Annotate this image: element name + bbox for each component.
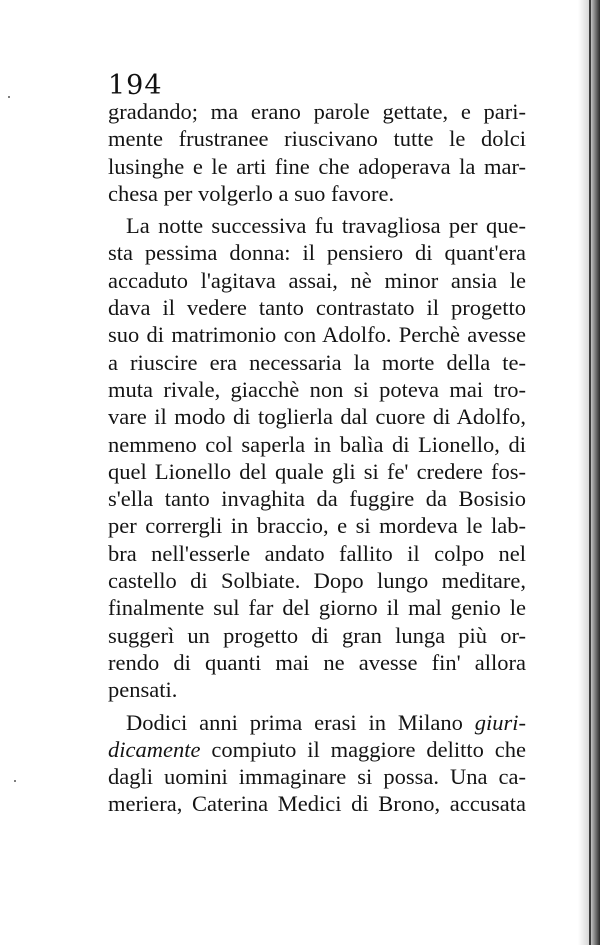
text-line: vare il modo di toglierla dal cuore di Adolfo, <box>108 404 526 430</box>
italic-word: dicamente <box>108 736 201 762</box>
italic-word: giuri- <box>474 709 526 735</box>
text-line: finalmente sul far del giorno il mal genio le <box>108 595 526 621</box>
text-line: meriera, Caterina Medici di Brono, accusata <box>108 791 526 817</box>
text-line: dava il vedere tanto contrastato il progetto <box>108 295 526 321</box>
text-line: per corrergli in braccio, e si mordeva le lab- <box>108 513 526 539</box>
text-line: a riuscire era necessaria la morte della te- <box>108 349 526 375</box>
text-line: pensati. <box>108 677 178 703</box>
text-line: accaduto l'agitava assai, nè minor ansia le <box>108 267 526 293</box>
text-line: mente frustranee riuscivano tutte le dolci <box>108 126 526 152</box>
text-span: compiuto il maggiore delitto che <box>200 736 526 762</box>
scan-speck <box>8 96 10 98</box>
text-line: chesa per volgerlo a suo favore. <box>108 180 395 206</box>
text-line: gradando; ma erano parole gettate, e pari- <box>108 99 526 124</box>
text-line: quel Lionello del quale gli si fe' credere fos- <box>108 458 526 484</box>
text-line: rendo di quanti mai ne avesse fin' allora <box>108 649 526 675</box>
text-line <box>108 709 526 736</box>
text-line <box>108 736 526 763</box>
text-line: sta pessima donna: il pensiero di quant'era <box>108 240 526 266</box>
text-line: dagli uomini immaginare si possa. Una ca- <box>108 764 526 790</box>
text-line: castello di Solbiate. Dopo lungo meditare, <box>108 568 526 594</box>
text-line: La notte successiva fu travagliosa per que- <box>126 213 526 239</box>
text-line: suo di matrimonio con Adolfo. Perchè avesse <box>108 322 526 348</box>
text-line: s'ella tanto invaghita da fuggire da Bosisio <box>108 486 526 512</box>
text-line: nemmeno col saperla in balìa di Lionello, di <box>108 431 526 457</box>
text-line: lusinghe e le arti fine che adoperava la mar- <box>108 153 526 179</box>
scan-speck <box>14 780 16 782</box>
text-span: Dodici anni prima erasi in Milano <box>126 709 475 735</box>
text-line: bra nell'esserle andato fallito il colpo nel <box>108 540 526 566</box>
page-body-text <box>108 98 526 818</box>
page-number: 194 <box>108 70 163 101</box>
text-line: muta rivale, giacchè non si poteva mai tro- <box>108 376 526 402</box>
page-edge-line <box>589 0 591 945</box>
text-line: suggerì un progetto di gran lunga più or- <box>108 622 526 648</box>
